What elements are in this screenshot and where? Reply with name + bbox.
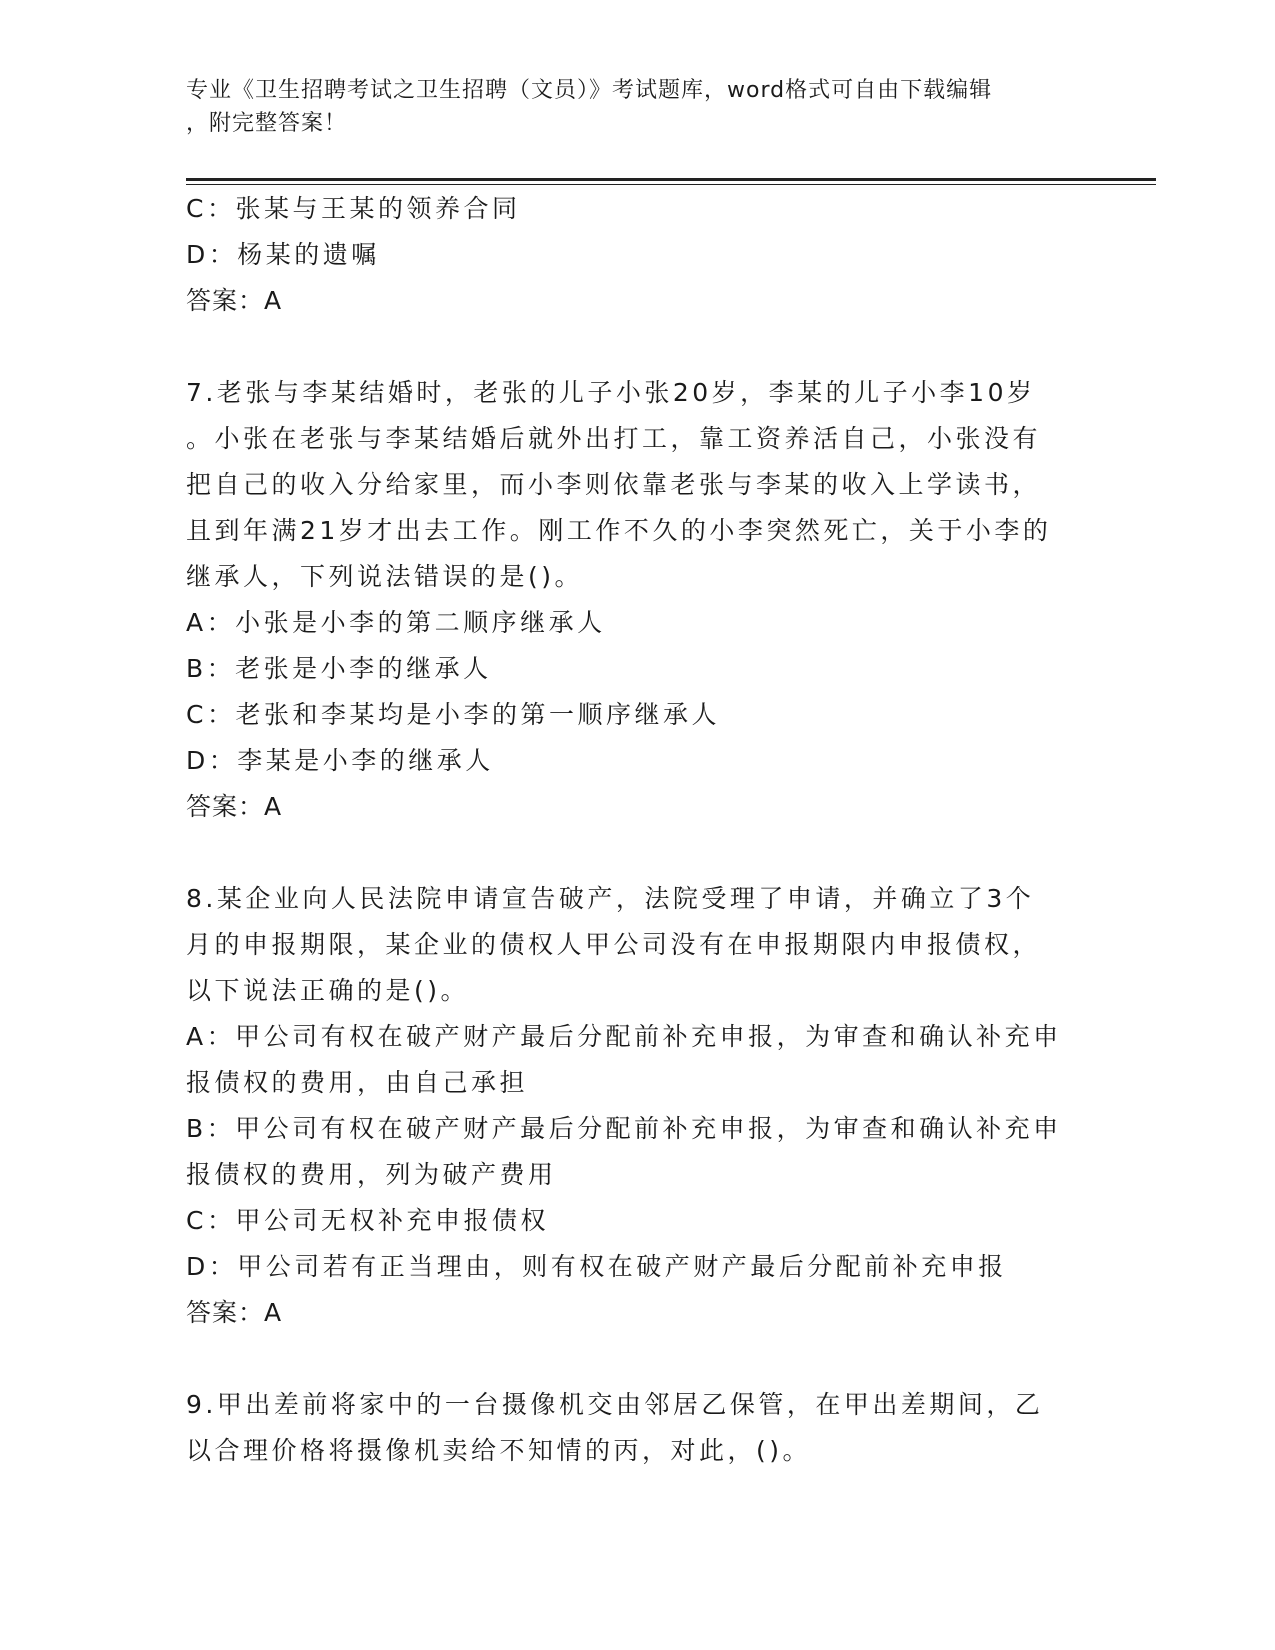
option-a: 报债权的费用，由自己承担 xyxy=(186,1068,529,1097)
question-7 xyxy=(186,370,1086,830)
option-b: 报债权的费用，列为破产费用 xyxy=(186,1160,557,1189)
question-6 xyxy=(186,186,1086,324)
question-stem-line: 8.某企业向人民法院申请宣告破产，法院受理了申请，并确立了3个 xyxy=(186,884,1035,913)
header-line: 专业《卫生招聘考试之卫生招聘（文员）》考试题库，word格式可自由下载编辑 xyxy=(186,78,993,103)
header-line: ，附完整答案！ xyxy=(186,111,348,136)
spacer xyxy=(186,1336,1086,1382)
spacer xyxy=(186,324,1086,370)
spacer xyxy=(186,830,1086,876)
option-d: D：甲公司若有正当理由，则有权在破产财产最后分配前补充申报 xyxy=(186,1252,1007,1281)
question-stem-line: 7.老张与李某结婚时，老张的儿子小张20岁，李某的儿子小李10岁 xyxy=(186,378,1036,407)
header-divider-thick xyxy=(186,178,1156,181)
option-c: C：张某与王某的领养合同 xyxy=(186,194,521,223)
option-d: D：李某是小李的继承人 xyxy=(186,746,494,775)
option-a: A：小张是小李的第二顺序继承人 xyxy=(186,608,606,637)
question-stem-line: 月的申报期限，某企业的债权人甲公司没有在申报期限内申报债权， xyxy=(186,930,1042,959)
answer: 答案：A xyxy=(186,1298,283,1327)
question-9 xyxy=(186,1382,1086,1474)
document-header xyxy=(186,74,1076,140)
question-8 xyxy=(186,876,1086,1336)
question-stem-line: 且到年满21岁才出去工作。刚工作不久的小李突然死亡，关于小李的 xyxy=(186,516,1052,545)
option-a: A：甲公司有权在破产财产最后分配前补充申报，为审查和确认补充申 xyxy=(186,1022,1062,1051)
answer: 答案：A xyxy=(186,792,283,821)
question-stem-line: 。小张在老张与李某结婚后就外出打工，靠工资养活自己，小张没有 xyxy=(186,424,1042,453)
document-body xyxy=(186,186,1086,1474)
option-d: D：杨某的遗嘱 xyxy=(186,240,380,269)
option-b: B：甲公司有权在破产财产最后分配前补充申报，为审查和确认补充申 xyxy=(186,1114,1062,1143)
header-divider-thin xyxy=(186,184,1156,185)
question-stem-line: 继承人，下列说法错误的是()。 xyxy=(186,562,584,591)
question-stem-line: 9.甲出差前将家中的一台摄像机交由邻居乙保管，在甲出差期间，乙 xyxy=(186,1390,1044,1419)
question-stem-line: 以下说法正确的是()。 xyxy=(186,976,470,1005)
answer: 答案：A xyxy=(186,286,283,315)
option-c: C：老张和李某均是小李的第一顺序继承人 xyxy=(186,700,720,729)
question-stem-line: 把自己的收入分给家里，而小李则依靠老张与李某的收入上学读书， xyxy=(186,470,1042,499)
option-c: C：甲公司无权补充申报债权 xyxy=(186,1206,549,1235)
option-b: B：老张是小李的继承人 xyxy=(186,654,492,683)
question-stem-line: 以合理价格将摄像机卖给不知情的丙，对此，()。 xyxy=(186,1436,812,1465)
